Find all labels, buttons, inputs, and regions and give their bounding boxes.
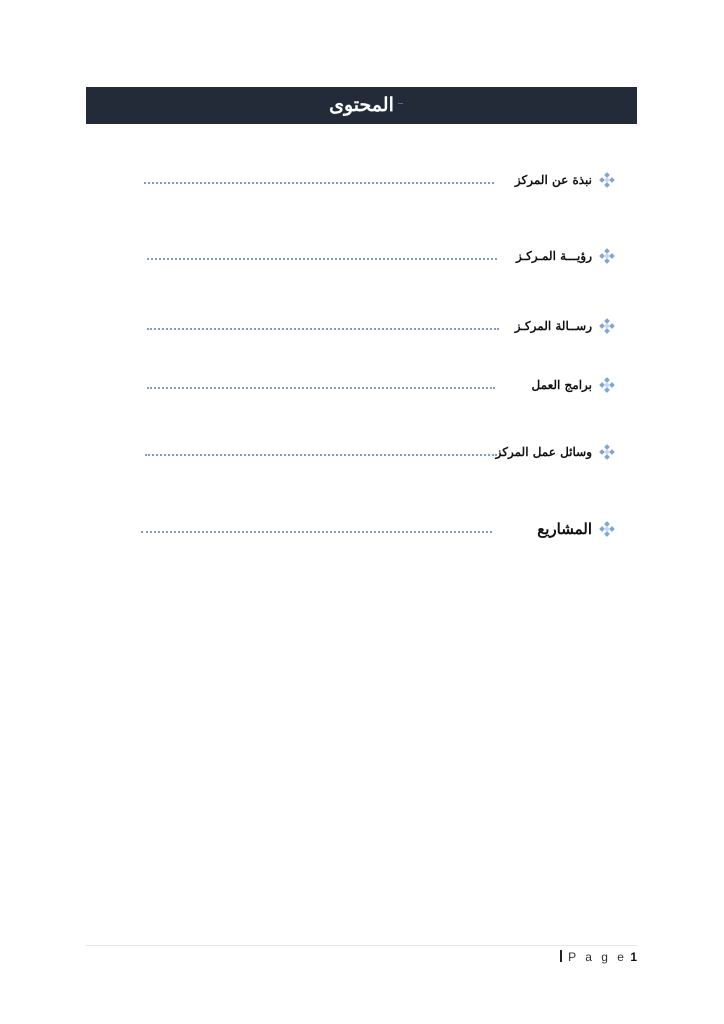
toc-item-label: المشاريع <box>537 520 592 538</box>
footer-divider <box>86 945 637 946</box>
dotted-leader <box>144 182 494 184</box>
diamond-bullet-icon <box>600 522 614 536</box>
dotted-leader <box>145 454 497 456</box>
toc-item-projects[interactable] <box>0 519 724 539</box>
diamond-bullet-icon <box>600 378 614 392</box>
toc-item-methods[interactable] <box>0 442 724 462</box>
dotted-leader <box>147 258 497 260</box>
toc-item-label: رؤيـــة المـركـز <box>515 249 592 263</box>
page-number: 1 <box>630 950 637 964</box>
toc-item-label: نبذة عن المركز <box>514 173 592 187</box>
header-bar <box>86 87 637 124</box>
toc-item-label: رســالة المركـز <box>514 319 592 333</box>
page-title: المحتوى <box>329 94 394 116</box>
toc-item-label: وسائل عمل المركز <box>495 445 592 459</box>
dotted-leader <box>141 531 492 533</box>
diamond-bullet-icon <box>600 249 614 263</box>
diamond-bullet-icon <box>600 445 614 459</box>
toc-item-vision[interactable] <box>0 246 724 266</box>
toc-item-about[interactable] <box>0 170 724 190</box>
dotted-leader <box>147 328 499 330</box>
page-label: P a g e <box>568 950 627 964</box>
dotted-leader <box>147 387 495 389</box>
toc-item-label: برامج العمل <box>531 378 592 392</box>
toc-item-mission[interactable] <box>0 316 724 336</box>
diamond-bullet-icon <box>600 173 614 187</box>
header-dash <box>398 103 403 104</box>
footer-separator <box>560 950 562 962</box>
diamond-bullet-icon <box>600 319 614 333</box>
page-footer <box>560 948 637 966</box>
toc-item-programs[interactable] <box>0 375 724 395</box>
